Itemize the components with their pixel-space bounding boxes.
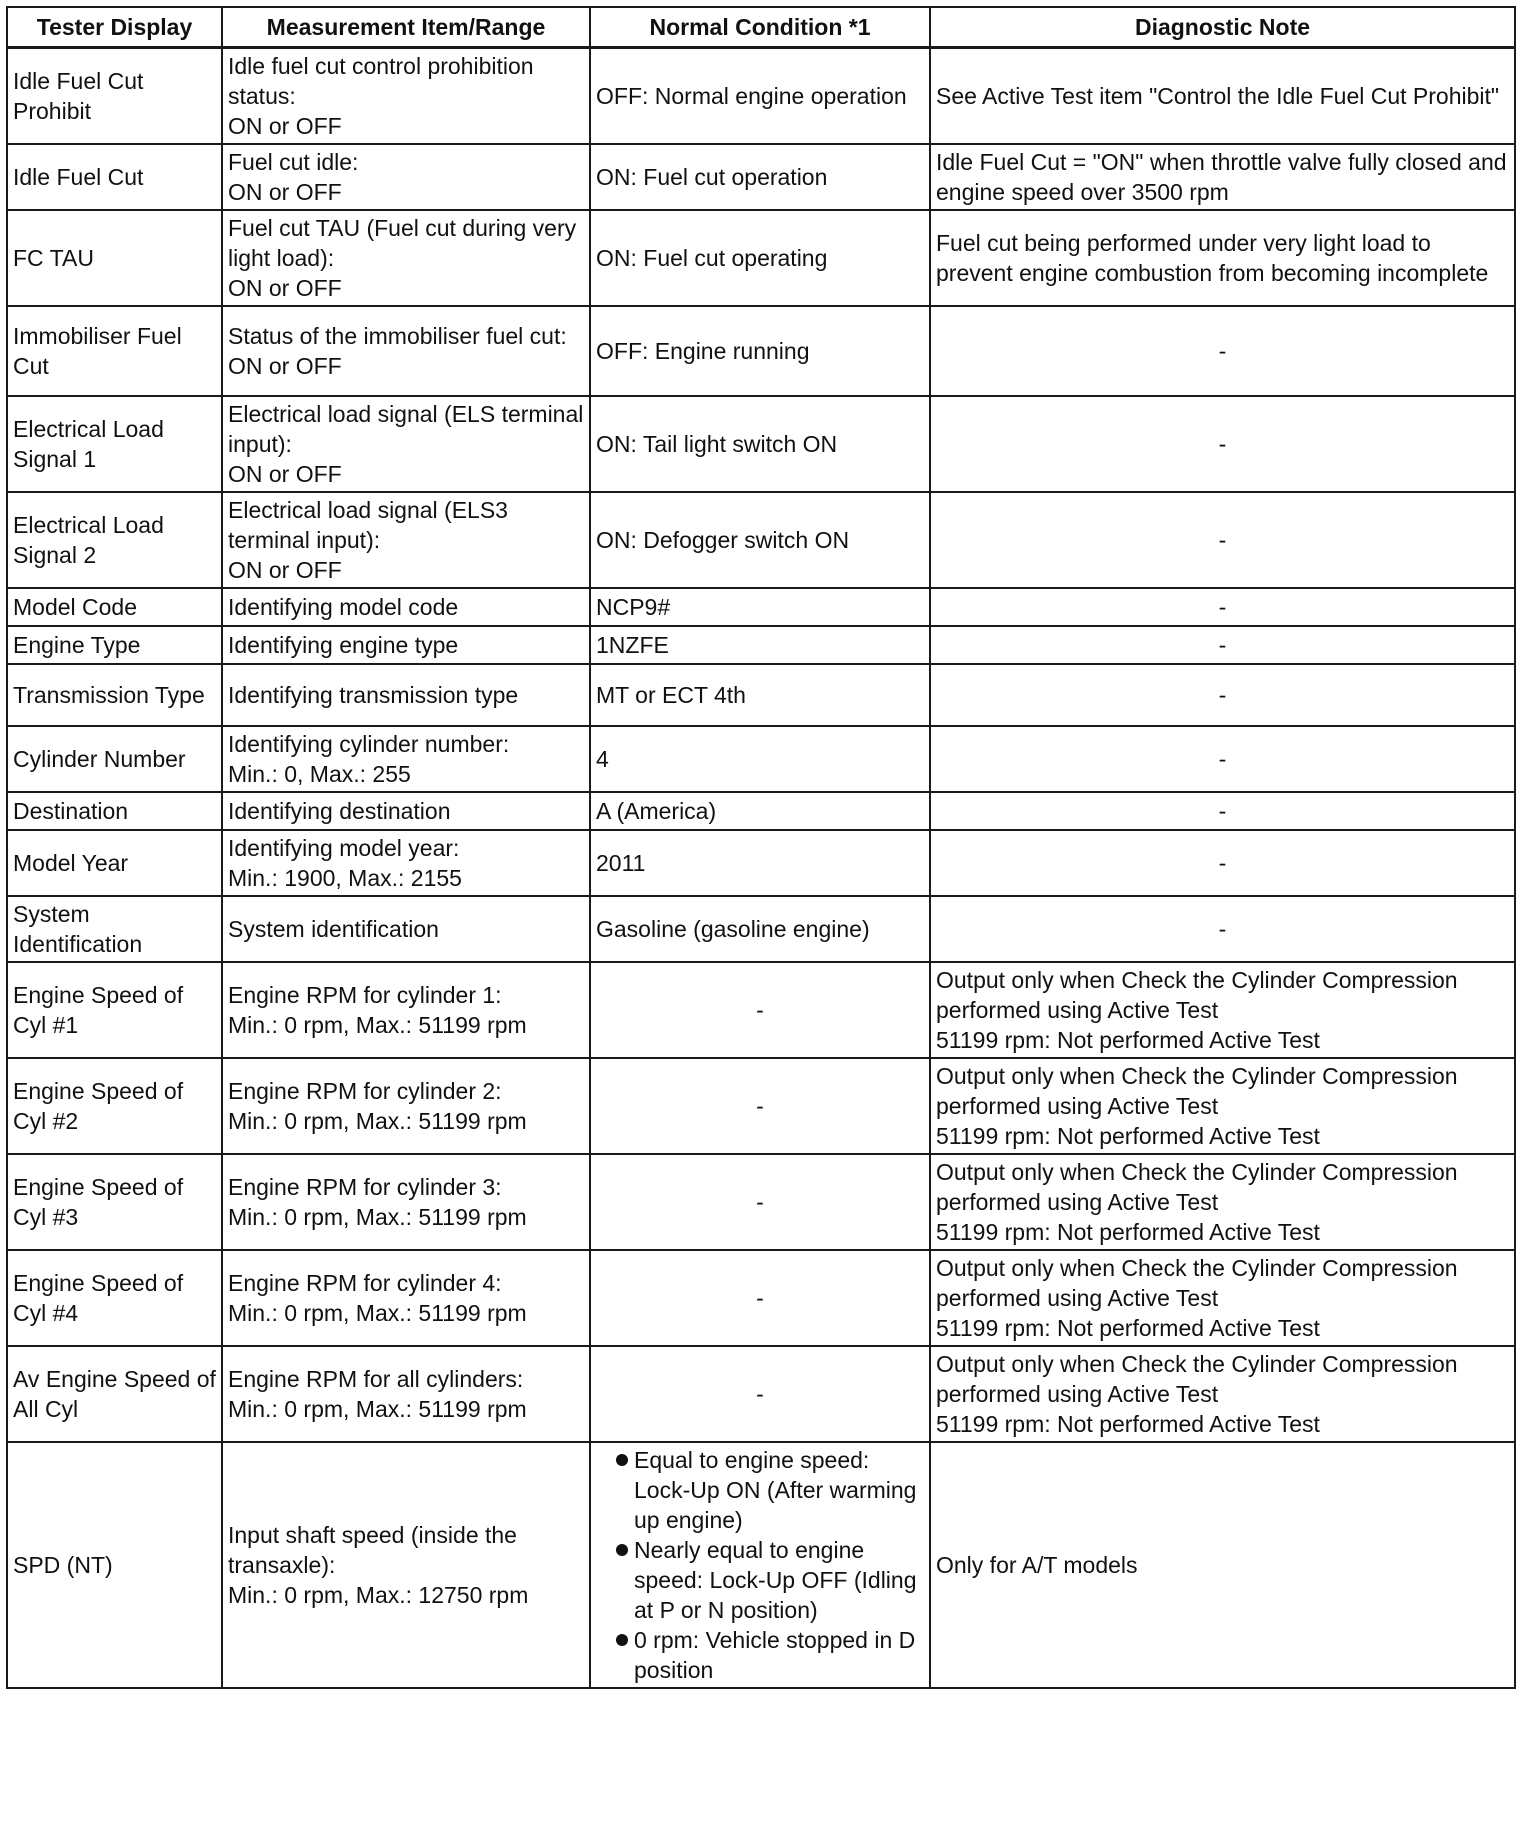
diagnostic-note-line: 51199 rpm: Not performed Active Test [936, 1315, 1320, 1341]
cell-normal-condition: ON: Fuel cut operating [590, 210, 930, 306]
cell-measurement [222, 962, 590, 1058]
cell-measurement [222, 896, 590, 962]
diagnostic-note-line: Output only when Check the Cylinder Compression performed using Active Test [936, 1255, 1458, 1311]
cell-measurement [222, 588, 590, 626]
cell-measurement [222, 792, 590, 830]
cell-normal-condition: ON: Tail light switch ON [590, 396, 930, 492]
table-row [7, 210, 1515, 306]
cell-tester-display: Cylinder Number [7, 726, 222, 792]
cell-normal-condition: MT or ECT 4th [590, 664, 930, 726]
cell-diagnostic-note: - [930, 396, 1515, 492]
header-tester-display: Tester Display [7, 7, 222, 48]
diagnostic-note-line: 51199 rpm: Not performed Active Test [936, 1411, 1320, 1437]
header-normal-condition: Normal Condition *1 [590, 7, 930, 48]
table-row [7, 144, 1515, 210]
measurement-line: Idle fuel cut control prohibition status: [228, 53, 534, 109]
diagnostic-note-line: Output only when Check the Cylinder Compression performed using Active Test [936, 1351, 1458, 1407]
cell-measurement [222, 1346, 590, 1442]
measurement-line: Identifying model code [228, 594, 459, 620]
cell-measurement [222, 1154, 590, 1250]
diagnostic-note-line: Output only when Check the Cylinder Compression performed using Active Test [936, 1159, 1458, 1215]
measurement-line: Min.: 0 rpm, Max.: 51199 rpm [228, 1012, 527, 1038]
cell-diagnostic-note [930, 1154, 1515, 1250]
cell-tester-display: Destination [7, 792, 222, 830]
cell-tester-display: FC TAU [7, 210, 222, 306]
cell-normal-condition: - [590, 1058, 930, 1154]
cell-diagnostic-note [930, 1250, 1515, 1346]
cell-normal-condition: - [590, 962, 930, 1058]
measurement-line: Min.: 0 rpm, Max.: 51199 rpm [228, 1300, 527, 1326]
measurement-line: Identifying transmission type [228, 682, 519, 708]
measurement-line: Min.: 0 rpm, Max.: 51199 rpm [228, 1108, 527, 1134]
table-row [7, 726, 1515, 792]
cell-normal-condition: - [590, 1154, 930, 1250]
table-row [7, 792, 1515, 830]
table-row [7, 962, 1515, 1058]
cell-tester-display: SPD (NT) [7, 1442, 222, 1688]
cell-diagnostic-note: - [930, 830, 1515, 896]
cell-normal-condition: 4 [590, 726, 930, 792]
cell-normal-condition [590, 1442, 930, 1688]
cell-measurement [222, 626, 590, 664]
table-row [7, 1250, 1515, 1346]
measurement-line: Engine RPM for cylinder 2: [228, 1078, 502, 1104]
cell-measurement [222, 210, 590, 306]
normal-condition-item: Nearly equal to engine speed: Lock-Up OFF (Idling at P or N position) [596, 1535, 924, 1625]
cell-normal-condition: 2011 [590, 830, 930, 896]
table-row [7, 1346, 1515, 1442]
measurement-line: Min.: 0, Max.: 255 [228, 761, 411, 787]
table-row [7, 48, 1515, 145]
cell-measurement [222, 48, 590, 145]
cell-normal-condition: OFF: Normal engine operation [590, 48, 930, 145]
cell-tester-display: Model Year [7, 830, 222, 896]
cell-normal-condition: - [590, 1346, 930, 1442]
cell-measurement [222, 492, 590, 588]
cell-tester-display: Electrical Load Signal 1 [7, 396, 222, 492]
cell-diagnostic-note: - [930, 626, 1515, 664]
cell-measurement [222, 1058, 590, 1154]
measurement-line: Fuel cut TAU (Fuel cut during very light load): [228, 215, 577, 271]
cell-diagnostic-note: - [930, 492, 1515, 588]
measurement-line: Identifying model year: [228, 835, 460, 861]
cell-diagnostic-note: - [930, 726, 1515, 792]
table-body [7, 48, 1515, 1689]
cell-diagnostic-note: - [930, 664, 1515, 726]
measurement-line: Min.: 0 rpm, Max.: 51199 rpm [228, 1396, 527, 1422]
cell-normal-condition: Gasoline (gasoline engine) [590, 896, 930, 962]
table-row [7, 1442, 1515, 1688]
cell-diagnostic-note: - [930, 896, 1515, 962]
measurement-line: Status of the immobiliser fuel cut: [228, 323, 567, 349]
table-row [7, 830, 1515, 896]
cell-tester-display: Idle Fuel Cut [7, 144, 222, 210]
measurement-line: System identification [228, 916, 439, 942]
table-row [7, 588, 1515, 626]
measurement-line: Input shaft speed (inside the transaxle): [228, 1522, 517, 1578]
diagnostic-note-line: 51199 rpm: Not performed Active Test [936, 1027, 1320, 1053]
cell-normal-condition: A (America) [590, 792, 930, 830]
cell-diagnostic-note [930, 962, 1515, 1058]
cell-tester-display: Model Code [7, 588, 222, 626]
cell-diagnostic-note: - [930, 792, 1515, 830]
measurement-line: Engine RPM for cylinder 4: [228, 1270, 502, 1296]
table-row [7, 396, 1515, 492]
table-row [7, 306, 1515, 396]
cell-diagnostic-note [930, 1346, 1515, 1442]
cell-tester-display: Av Engine Speed of All Cyl [7, 1346, 222, 1442]
measurement-line: Fuel cut idle: [228, 149, 359, 175]
cell-tester-display: System Identification [7, 896, 222, 962]
cell-measurement [222, 830, 590, 896]
measurement-line: ON or OFF [228, 113, 342, 139]
measurement-line: Min.: 0 rpm, Max.: 51199 rpm [228, 1204, 527, 1230]
measurement-line: Identifying cylinder number: [228, 731, 510, 757]
cell-diagnostic-note: - [930, 306, 1515, 396]
normal-condition-item: 0 rpm: Vehicle stopped in D position [596, 1625, 924, 1685]
cell-normal-condition: NCP9# [590, 588, 930, 626]
table-row [7, 1154, 1515, 1250]
diagnostic-note-line: Output only when Check the Cylinder Compression performed using Active Test [936, 967, 1458, 1023]
cell-diagnostic-note: Idle Fuel Cut = "ON" when throttle valve fully closed and engine speed over 3500 rpm [930, 144, 1515, 210]
measurement-line: Engine RPM for cylinder 3: [228, 1174, 502, 1200]
cell-diagnostic-note [930, 1058, 1515, 1154]
measurement-line: Min.: 1900, Max.: 2155 [228, 865, 462, 891]
cell-tester-display: Electrical Load Signal 2 [7, 492, 222, 588]
cell-tester-display: Engine Speed of Cyl #3 [7, 1154, 222, 1250]
cell-measurement [222, 1250, 590, 1346]
table-row [7, 1058, 1515, 1154]
cell-tester-display: Engine Type [7, 626, 222, 664]
cell-tester-display: Engine Speed of Cyl #1 [7, 962, 222, 1058]
cell-measurement [222, 664, 590, 726]
table-row [7, 492, 1515, 588]
table-row [7, 664, 1515, 726]
measurement-line: Electrical load signal (ELS terminal input): [228, 401, 584, 457]
diagnostic-note-line: 51199 rpm: Not performed Active Test [936, 1219, 1320, 1245]
measurement-line: Identifying engine type [228, 632, 459, 658]
normal-condition-item: Equal to engine speed: Lock-Up ON (After warming up engine) [596, 1445, 924, 1535]
measurement-line: Engine RPM for cylinder 1: [228, 982, 502, 1008]
cell-measurement [222, 306, 590, 396]
cell-normal-condition: - [590, 1250, 930, 1346]
cell-tester-display: Idle Fuel Cut Prohibit [7, 48, 222, 145]
measurement-line: Min.: 0 rpm, Max.: 12750 rpm [228, 1582, 529, 1608]
cell-diagnostic-note: See Active Test item "Control the Idle Fuel Cut Prohibit" [930, 48, 1515, 145]
cell-normal-condition: OFF: Engine running [590, 306, 930, 396]
measurement-line: ON or OFF [228, 353, 342, 379]
cell-tester-display: Engine Speed of Cyl #2 [7, 1058, 222, 1154]
measurement-line: ON or OFF [228, 557, 342, 583]
measurement-line: Engine RPM for all cylinders: [228, 1366, 524, 1392]
table-header-row [7, 7, 1515, 48]
header-measurement-item: Measurement Item/Range [222, 7, 590, 48]
cell-measurement [222, 1442, 590, 1688]
cell-measurement [222, 144, 590, 210]
data-list-table [6, 6, 1516, 1689]
normal-condition-list [596, 1445, 924, 1685]
cell-normal-condition: ON: Fuel cut operation [590, 144, 930, 210]
cell-measurement [222, 726, 590, 792]
header-diagnostic-note: Diagnostic Note [930, 7, 1515, 48]
cell-normal-condition: ON: Defogger switch ON [590, 492, 930, 588]
cell-normal-condition: 1NZFE [590, 626, 930, 664]
table-row [7, 896, 1515, 962]
measurement-line: ON or OFF [228, 461, 342, 487]
cell-diagnostic-note: Only for A/T models [930, 1442, 1515, 1688]
cell-tester-display: Immobiliser Fuel Cut [7, 306, 222, 396]
diagnostic-note-line: 51199 rpm: Not performed Active Test [936, 1123, 1320, 1149]
table-row [7, 626, 1515, 664]
cell-measurement [222, 396, 590, 492]
measurement-line: ON or OFF [228, 275, 342, 301]
cell-tester-display: Transmission Type [7, 664, 222, 726]
diagnostic-note-line: Output only when Check the Cylinder Compression performed using Active Test [936, 1063, 1458, 1119]
cell-diagnostic-note: - [930, 588, 1515, 626]
measurement-line: Identifying destination [228, 798, 451, 824]
cell-tester-display: Engine Speed of Cyl #4 [7, 1250, 222, 1346]
measurement-line: Electrical load signal (ELS3 terminal input): [228, 497, 508, 553]
measurement-line: ON or OFF [228, 179, 342, 205]
data-list-table-container [6, 6, 1514, 1689]
cell-diagnostic-note: Fuel cut being performed under very light load to prevent engine combustion from becoming incomplete [930, 210, 1515, 306]
